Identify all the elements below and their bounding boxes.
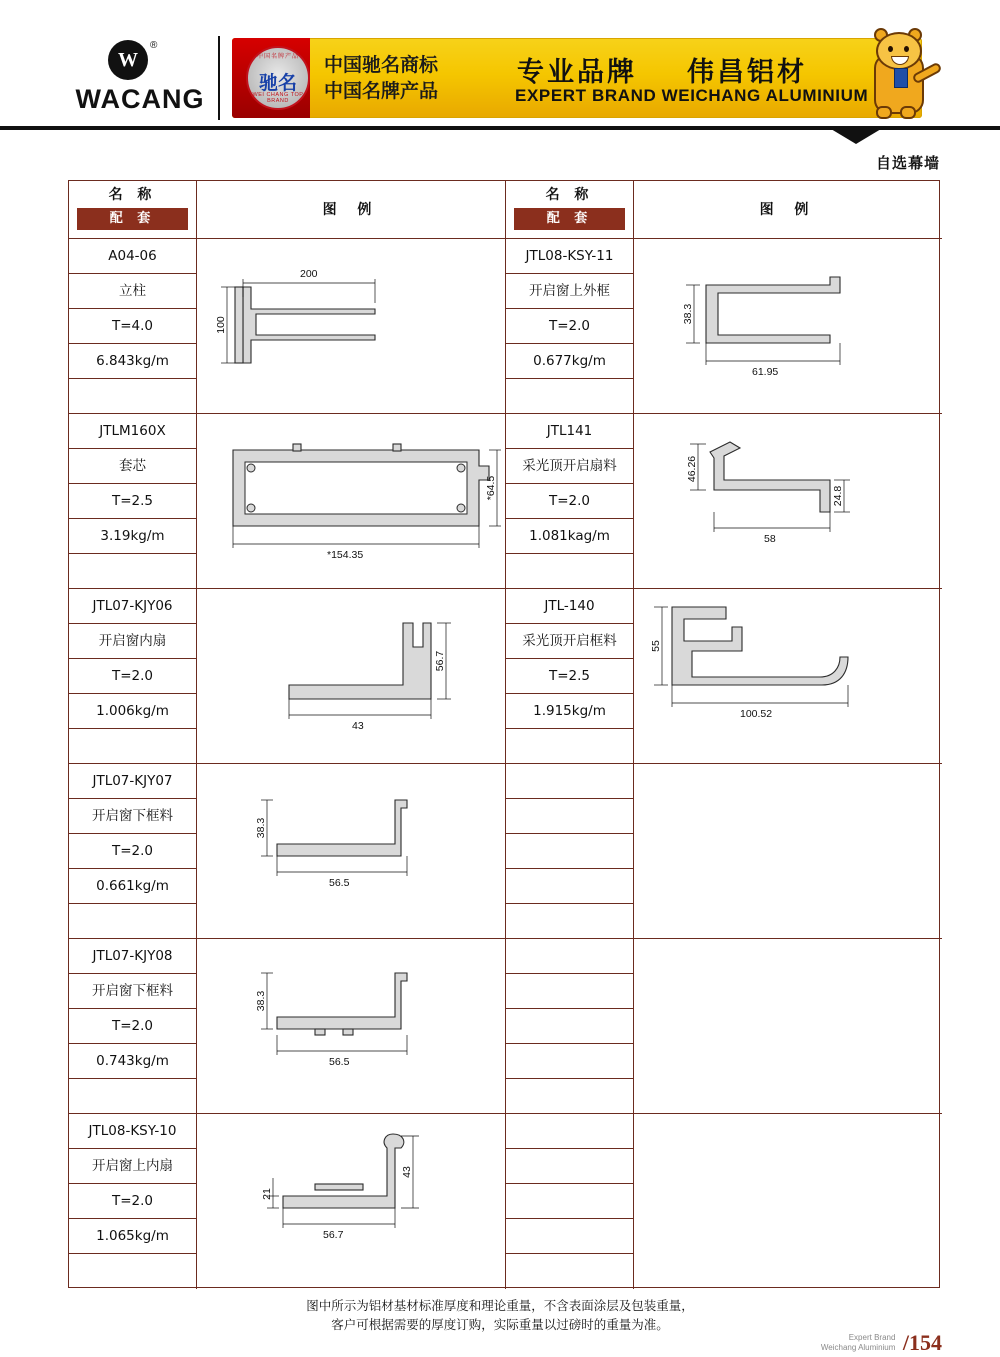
profile-weight: 1.065kg/m (69, 1219, 196, 1254)
dim-right: 56.7 (434, 650, 446, 672)
dim-bottom: 61.95 (752, 366, 779, 378)
dim-bottom: 56.7 (323, 1229, 344, 1241)
table-header-right (506, 181, 942, 239)
profile-thickness: T=2.5 (69, 484, 196, 519)
profile-thickness (506, 1009, 633, 1044)
row-labels (69, 939, 197, 1113)
profile-weight: 0.661kg/m (69, 869, 196, 904)
row-labels (506, 414, 634, 588)
profile-weight (506, 1219, 633, 1254)
profile-thickness: T=2.0 (69, 1009, 196, 1044)
page-header (0, 0, 1000, 130)
profile-figure (634, 939, 942, 1113)
page-title: 自选幕墙 (875, 154, 940, 172)
footer-note (0, 1296, 1000, 1334)
table-rows-right (506, 239, 942, 1289)
table-row (69, 414, 505, 589)
dim-bottom: 56.5 (329, 877, 350, 889)
brand-slogan-cn: 专业品牌 (517, 57, 637, 88)
footer-brand-en (821, 1333, 896, 1353)
header-figure-title-left: 图 例 (322, 202, 380, 218)
profile-code (506, 764, 633, 799)
seal-bottom-text: WEI CHANG TOP BRAND (252, 92, 304, 104)
brand-name-cn: 伟昌铝材 (687, 57, 807, 88)
profile-weight: 6.843kg/m (69, 344, 196, 379)
table-header-left (69, 181, 505, 239)
dim-left: 55 (650, 640, 662, 652)
header-name-title-right: 名 称 (545, 187, 594, 203)
dim-left: 38.3 (255, 990, 267, 1012)
row-labels (506, 239, 634, 413)
profile-code: JTL07-KJY08 (69, 939, 196, 974)
table-row (506, 764, 942, 939)
page-number-block (821, 1330, 942, 1356)
row-labels (506, 939, 634, 1113)
profile-code (506, 939, 633, 974)
header-notch (826, 126, 886, 144)
profile-desc: 开启窗上内扇 (69, 1149, 196, 1184)
profile-thickness (506, 834, 633, 869)
table-row (506, 1114, 942, 1289)
profile-code: JTL08-KSY-10 (69, 1114, 196, 1149)
registered-trademark-icon: ® (150, 40, 158, 51)
profile-figure (634, 1114, 942, 1289)
dim-right: 24.8 (832, 485, 844, 507)
wacang-logo (60, 38, 220, 118)
table-row (69, 939, 505, 1114)
profile-code: A04-06 (69, 239, 196, 274)
row-labels (506, 589, 634, 763)
header-name-title-left: 名 称 (108, 187, 157, 203)
profile-weight: 1.006kg/m (69, 694, 196, 729)
header-divider (218, 36, 220, 120)
profile-desc (506, 1149, 633, 1184)
profile-weight: 1.915kg/m (506, 694, 633, 729)
table-left-column (69, 181, 505, 1289)
profile-desc: 开启窗上外框 (506, 274, 633, 309)
profile-thickness: T=2.0 (69, 834, 196, 869)
brand-banner (232, 38, 922, 118)
row-labels (69, 414, 197, 588)
profile-code: JTL07-KJY07 (69, 764, 196, 799)
profile-weight: 1.081kag/m (506, 519, 633, 554)
table-row (506, 939, 942, 1114)
dim-right: 43 (401, 1166, 413, 1178)
profile-code: JTL-140 (506, 589, 633, 624)
profile-weight (506, 869, 633, 904)
dim-bottom: 43 (352, 720, 364, 732)
header-name-cell-right (506, 181, 634, 239)
table-rows-left (69, 239, 505, 1289)
seal-top-text: 中国名牌产品 (256, 54, 299, 60)
row-labels (506, 1114, 634, 1289)
dim-left: 100 (215, 316, 227, 334)
row-labels (506, 764, 634, 938)
footer-note-line-1: 图中所示为铝材基材标准厚度和理论重量，不含表面涂层及包装重量， (306, 1298, 694, 1313)
logo-wordmark: WACANG (75, 84, 205, 114)
profile-desc (506, 974, 633, 1009)
header-name-sub-left: 配 套 (77, 208, 188, 230)
dim-bottom: 56.5 (329, 1056, 350, 1068)
profile-figure (197, 239, 505, 413)
header-name-sub-right: 配 套 (514, 208, 625, 230)
dim-bottom: *154.35 (327, 549, 364, 561)
row-labels (69, 239, 197, 413)
profile-thickness: T=2.0 (69, 659, 196, 694)
footer-brand-line-2: Weichang Aluminium (820, 1343, 896, 1352)
profile-table (68, 180, 940, 1288)
profile-figure (634, 589, 942, 763)
profile-figure (197, 764, 505, 938)
profile-thickness: T=2.5 (506, 659, 633, 694)
profile-desc: 采光顶开启扇料 (506, 449, 633, 484)
profile-code: JTLM160X (69, 414, 196, 449)
profile-code: JTL08-KSY-11 (506, 239, 633, 274)
brand-name-en: EXPERT BRAND WEICHANG ALUMINIUM (515, 86, 869, 105)
profile-weight: 0.677kg/m (506, 344, 633, 379)
seal-center-text: 驰名 (258, 73, 297, 94)
profile-thickness (506, 1184, 633, 1219)
header-figure-cell-right (634, 181, 942, 239)
table-row (69, 589, 505, 764)
footer-note-line-2: 客户可根据需要的厚度订购，实际重量以过磅时的重量为准。 (331, 1317, 669, 1332)
tiger-mascot-icon (860, 28, 950, 123)
cert-mark-line-2: 中国名牌产品 (324, 80, 439, 102)
table-row (69, 239, 505, 414)
footer-brand-line-1: Expert Brand (848, 1333, 896, 1342)
profile-figure (634, 414, 942, 588)
profile-desc: 开启窗下框料 (69, 974, 196, 1009)
profile-code: JTL141 (506, 414, 633, 449)
profile-thickness: T=4.0 (69, 309, 196, 344)
row-labels (69, 764, 197, 938)
dim-right: *64.5 (485, 475, 497, 501)
dim-left: 38.3 (682, 303, 694, 325)
table-row (69, 764, 505, 939)
profile-thickness: T=2.0 (506, 309, 633, 344)
table-row (69, 1114, 505, 1289)
profile-figure (197, 414, 505, 588)
profile-weight: 0.743kg/m (69, 1044, 196, 1079)
dim-bottom: 58 (764, 533, 776, 545)
certification-marks (324, 52, 504, 104)
page-number: /154 (902, 1330, 942, 1355)
dim-left: 46.26 (686, 455, 698, 483)
header-name-cell-left (69, 181, 197, 239)
profile-weight (506, 1044, 633, 1079)
header-figure-title-right: 图 例 (759, 202, 817, 218)
logo-mark-letter: W (118, 49, 138, 71)
row-labels (69, 589, 197, 763)
table-row (506, 589, 942, 764)
cert-mark-line-1: 中国驰名商标 (324, 54, 439, 76)
wacang-logo-icon (108, 40, 160, 80)
profile-desc: 套芯 (69, 449, 196, 484)
profile-figure (197, 939, 505, 1113)
dim-left: 21 (261, 1188, 273, 1200)
profile-figure (197, 1114, 505, 1289)
table-row (506, 414, 942, 589)
row-labels (69, 1114, 197, 1289)
dim-left: 38.3 (255, 817, 267, 839)
profile-desc: 开启窗下框料 (69, 799, 196, 834)
profile-thickness: T=2.0 (69, 1184, 196, 1219)
profile-desc: 采光顶开启框料 (506, 624, 633, 659)
profile-desc: 开启窗内扇 (69, 624, 196, 659)
table-right-column (505, 181, 941, 1289)
dim-bottom: 100.52 (740, 708, 773, 720)
profile-weight: 3.19kg/m (69, 519, 196, 554)
profile-desc: 立柱 (69, 274, 196, 309)
profile-code (506, 1114, 633, 1149)
table-row (506, 239, 942, 414)
profile-figure (634, 764, 942, 938)
profile-code: JTL07-KJY06 (69, 589, 196, 624)
dim-top: 200 (300, 268, 318, 280)
profile-thickness: T=2.0 (506, 484, 633, 519)
award-seal-icon (246, 46, 310, 110)
header-figure-cell-left (197, 181, 505, 239)
profile-desc (506, 799, 633, 834)
profile-figure (197, 589, 505, 763)
profile-figure (634, 239, 942, 413)
